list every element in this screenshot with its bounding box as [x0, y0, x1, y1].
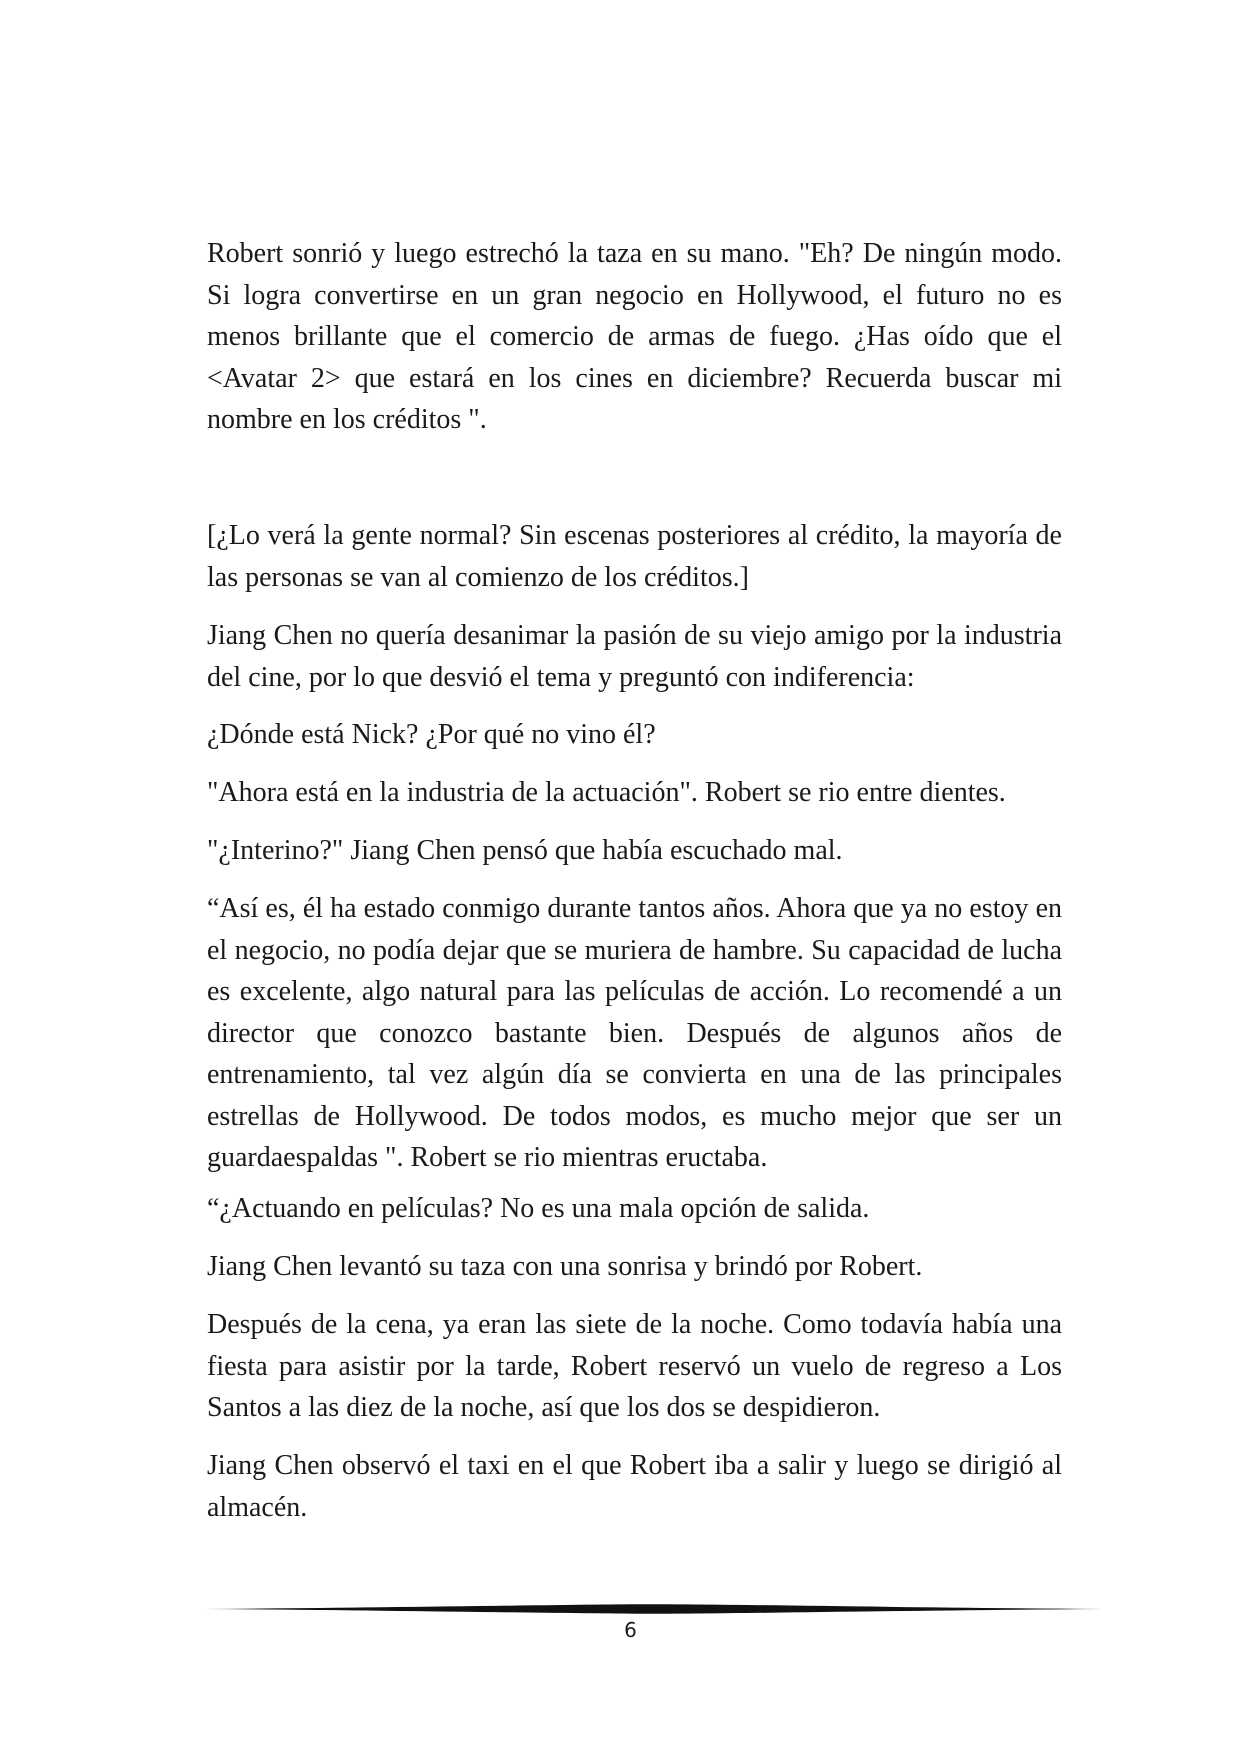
paragraph-4: ¿Dónde está Nick? ¿Por qué no vino él?: [207, 719, 656, 750]
paragraph-10: Después de la cena, ya eran las siete de la noche. Como todavía había una fiesta para asistir por la tarde, Robert reservó un vuelo de regreso a Los Santos a las diez de la noche, así que los dos se despidieron.: [207, 1309, 1062, 1423]
paragraph-6: "¿Interino?" Jiang Chen pensó que había escuchado mal.: [207, 835, 843, 866]
page-number: 6: [624, 1618, 637, 1642]
paragraph-1: Robert sonrió y luego estrechó la taza en su mano. "Eh? De ningún modo. Si logra convertirse en un gran negocio en Hollywood, el futuro no es menos brillante que el comercio de armas de fuego. ¿Has oído que el <Avatar 2> que estará en los cines en diciembre? Recuerda buscar mi nombre en los créditos ".: [207, 238, 1062, 435]
paragraph-2: [¿Lo verá la gente normal? Sin escenas posteriores al crédito, la mayoría de las personas se van al comienzo de los créditos.]: [207, 520, 1062, 593]
paragraph-9: Jiang Chen levantó su taza con una sonrisa y brindó por Robert.: [207, 1251, 923, 1282]
paragraph-7: “Así es, él ha estado conmigo durante tantos años. Ahora que ya no estoy en el negocio, no podía dejar que se muriera de hambre. Su capacidad de lucha es excelente, algo natural para las películas de acción. Lo recomendé a un director que conozco bastante bien. Después de algunos años de entrenamiento, tal vez algún día se convierta en una de las principales estrellas de Hollywood. De todos modos, es mucho mejor que ser un guardaespaldas ". Robert se rio mientras eructaba.: [207, 893, 1062, 1173]
paragraph-8: “¿Actuando en películas? No es una mala opción de salida.: [207, 1193, 870, 1224]
paragraph-11: Jiang Chen observó el taxi en el que Robert iba a salir y luego se dirigió al almacén.: [207, 1450, 1062, 1523]
paragraph-5: "Ahora está en la industria de la actuación". Robert se rio entre dientes.: [207, 777, 1006, 808]
paragraph-3: Jiang Chen no quería desanimar la pasión de su viejo amigo por la industria del cine, por lo que desvió el tema y preguntó con indiferencia:: [207, 620, 1062, 693]
footer-divider: [205, 1604, 1105, 1614]
